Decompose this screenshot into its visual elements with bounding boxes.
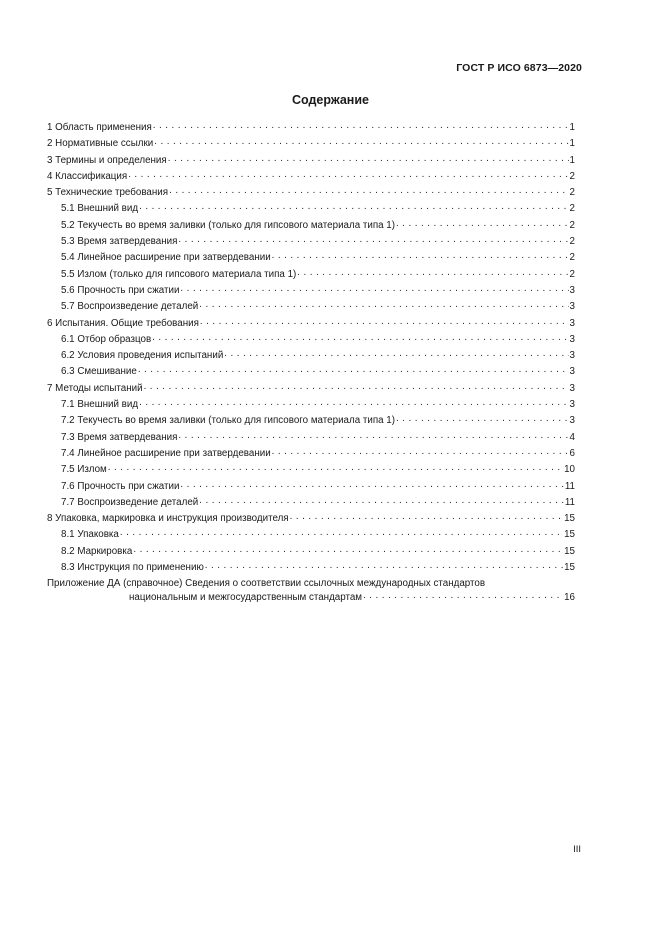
toc-entry-label: 8.1 Упаковка <box>61 529 119 541</box>
toc-entry[interactable] <box>47 283 575 299</box>
toc-entry[interactable] <box>47 397 575 413</box>
dot-leader <box>396 413 569 427</box>
page-number: III <box>573 844 581 855</box>
toc-entry[interactable] <box>47 267 575 283</box>
toc-entry-label: 5.6 Прочность при сжатии <box>61 284 180 296</box>
dot-leader <box>154 136 568 150</box>
document-code: ГОСТ Р ИСО 6873—2020 <box>456 62 582 74</box>
toc-entry-page: 3 <box>569 317 575 329</box>
toc-entry-label: 1 Область применения <box>47 122 152 133</box>
toc-entry-page: 15 <box>564 529 575 541</box>
dot-leader <box>152 332 568 346</box>
toc-entry-page: 15 <box>564 513 575 525</box>
dot-leader <box>272 446 569 460</box>
toc-entry-label: 5.7 Воспроизведение деталей <box>61 301 199 313</box>
toc-entry-page: 3 <box>569 333 575 345</box>
toc-entry-label: 3 Термины и определения <box>47 154 167 166</box>
toc-entry-label: 5.5 Излом (только для гипсового материала типа 1) <box>61 268 297 280</box>
toc-annex-label-line1: Приложение ДА (справочное) Сведения о соответствии ссылочных международных стандартов <box>47 578 486 590</box>
toc-entry[interactable] <box>47 479 575 495</box>
toc-entry-label: 4 Классификация <box>47 170 128 182</box>
toc-entry-label: 8.3 Инструкция по применению <box>61 562 204 574</box>
toc-entry[interactable] <box>47 299 575 315</box>
dot-leader <box>144 381 569 395</box>
toc-entry-page: 3 <box>569 284 575 296</box>
toc-entry[interactable] <box>47 169 575 185</box>
dot-leader <box>133 544 563 558</box>
toc-entry-page: 11 <box>564 480 575 492</box>
dot-leader <box>396 218 569 232</box>
table-of-contents <box>47 120 575 605</box>
toc-entry[interactable] <box>47 462 575 478</box>
toc-entry-label: 7 Методы испытаний <box>47 382 143 394</box>
toc-entry-page: 3 <box>569 415 575 427</box>
toc-entry-label: 7.6 Прочность при сжатии <box>61 480 180 492</box>
dot-leader <box>363 591 563 603</box>
toc-entry-label: 8.2 Маркировка <box>61 545 133 557</box>
dot-leader <box>153 120 569 134</box>
toc-entry-page: 2 <box>569 236 575 248</box>
dot-leader <box>120 527 563 541</box>
toc-entry-label: 7.1 Внешний вид <box>61 399 139 411</box>
toc-entry[interactable] <box>47 153 575 169</box>
dot-leader <box>205 560 563 574</box>
toc-entry-label: 2 Нормативные ссылки <box>47 138 154 150</box>
toc-entry-page: 3 <box>569 350 575 362</box>
toc-entry-label: 6.3 Смешивание <box>61 366 137 378</box>
toc-entry-label: 6.2 Условия проведения испытаний <box>61 350 224 362</box>
toc-annex-label-line2: национальным и межгосударственным стандартам <box>129 592 363 604</box>
toc-entry-page: 1 <box>569 138 575 150</box>
dot-leader <box>180 479 563 493</box>
toc-entry[interactable] <box>47 364 575 380</box>
toc-entry-label: 7.7 Воспроизведение деталей <box>61 496 199 508</box>
dot-leader <box>180 283 568 297</box>
toc-entry[interactable] <box>47 430 575 446</box>
dot-leader <box>199 495 564 509</box>
toc-entry-label: 7.4 Линейное расширение при затвердевании <box>61 447 271 459</box>
toc-entry-label: 5.4 Линейное расширение при затвердевании <box>61 252 271 264</box>
toc-entry[interactable] <box>47 348 575 364</box>
dot-leader <box>139 397 568 411</box>
toc-entry-label: 7.2 Текучесть во время заливки (только для гипсового материала типа 1) <box>61 415 396 427</box>
toc-entry[interactable] <box>47 136 575 152</box>
toc-annex-page: 16 <box>564 592 575 604</box>
toc-entry-page: 2 <box>569 252 575 264</box>
dot-leader <box>297 267 568 281</box>
toc-entry-page: 3 <box>569 399 575 411</box>
toc-entry-page: 15 <box>564 545 575 557</box>
toc-entry-page: 1 <box>569 154 575 166</box>
toc-entry-label: 6 Испытания. Общие требования <box>47 317 199 329</box>
toc-entry-page: 3 <box>569 382 575 394</box>
toc-entry-page: 15 <box>564 562 575 574</box>
toc-entry[interactable] <box>47 201 575 217</box>
toc-entry[interactable] <box>47 218 575 234</box>
toc-entry-page: 6 <box>569 447 575 459</box>
toc-entry-label: 8 Упаковка, маркировка и инструкция производителя <box>47 513 289 525</box>
toc-entry-page: 3 <box>569 301 575 313</box>
dot-leader <box>272 250 569 264</box>
toc-entry[interactable] <box>47 316 575 332</box>
dot-leader <box>290 511 563 525</box>
dot-leader <box>128 169 568 183</box>
toc-entry[interactable] <box>47 495 575 511</box>
toc-entry[interactable] <box>47 332 575 348</box>
toc-entry-page: 2 <box>569 170 575 182</box>
toc-entry[interactable] <box>47 120 575 136</box>
toc-annex-entry[interactable] <box>47 577 575 605</box>
toc-entry-page: 2 <box>569 219 575 231</box>
toc-entry[interactable] <box>47 511 575 527</box>
dot-leader <box>168 153 569 167</box>
dot-leader <box>108 462 563 476</box>
toc-entry-page: 3 <box>569 366 575 378</box>
toc-entry[interactable] <box>47 544 575 560</box>
toc-entry-page: 2 <box>569 203 575 215</box>
toc-entry-label: 6.1 Отбор образцов <box>61 333 152 345</box>
toc-entry-label: 5 Технические требования <box>47 187 169 199</box>
dot-leader <box>224 348 568 362</box>
toc-entry[interactable] <box>47 234 575 250</box>
toc-entry-label: 5.3 Время затвердевания <box>61 236 178 248</box>
toc-entry[interactable] <box>47 381 575 397</box>
dot-leader <box>169 185 568 199</box>
dot-leader <box>200 316 569 330</box>
toc-entry-label: 5.1 Внешний вид <box>61 203 139 215</box>
toc-entry-page: 4 <box>569 431 575 443</box>
toc-entry-page: 1 <box>569 122 575 133</box>
toc-entry[interactable] <box>47 250 575 266</box>
toc-title: Содержание <box>291 93 369 107</box>
toc-entry-page: 2 <box>569 268 575 280</box>
toc-entry-label: 7.5 Излом <box>61 464 107 476</box>
toc-entry-label: 7.3 Время затвердевания <box>61 431 178 443</box>
toc-entry-label: 5.2 Текучесть во время заливки (только для гипсового материала типа 1) <box>61 219 396 231</box>
toc-entry[interactable] <box>47 413 575 429</box>
toc-entry[interactable] <box>47 560 575 576</box>
dot-leader <box>178 234 568 248</box>
toc-entry-page: 10 <box>564 464 575 476</box>
toc-entry-page: 11 <box>564 496 575 508</box>
dot-leader <box>199 299 568 313</box>
toc-entry-page: 2 <box>569 187 575 199</box>
toc-entry[interactable] <box>47 446 575 462</box>
dot-leader <box>138 364 569 378</box>
dot-leader <box>178 430 568 444</box>
toc-entry[interactable] <box>47 185 575 201</box>
dot-leader <box>139 201 568 215</box>
toc-entry[interactable] <box>47 527 575 543</box>
